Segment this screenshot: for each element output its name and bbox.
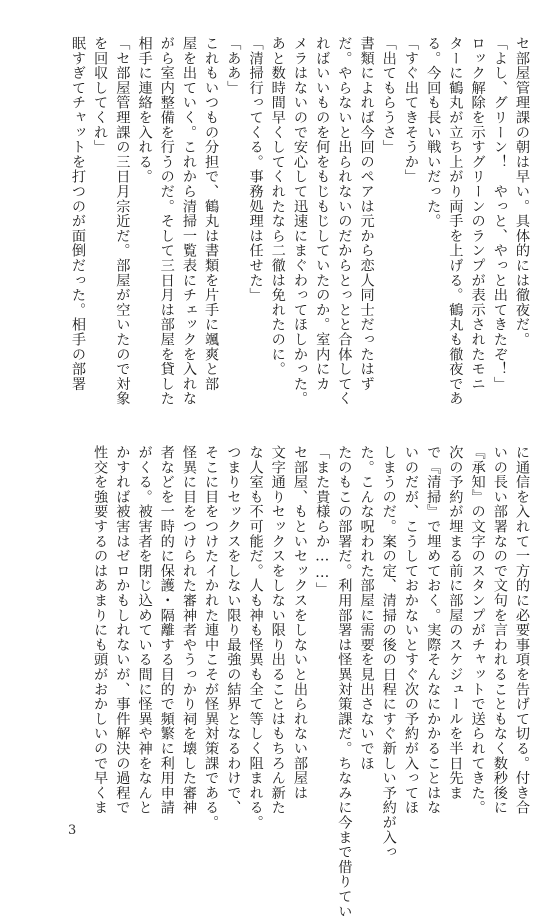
text-line: る。今回も長い戦いだった。: [425, 36, 442, 229]
text-line: 「出てもらうさ」: [380, 36, 397, 155]
upper-text-block: [67, 36, 533, 406]
text-line: ればいいものを何をもじもじしていたのか。室内にカ: [314, 36, 331, 392]
text-line: いの長い部署なので文句を言われることもなく数秒後に: [491, 445, 508, 815]
page-number: 3: [68, 823, 77, 838]
text-line: しまうのだ。案の定、清掃の後の日程にすぐ新しい予約が入っ: [380, 445, 397, 860]
text-line: ロック解除を示すグリーンのランプが表示されたモニ: [469, 36, 486, 392]
text-line: 者などを一時的に保護・隔離する目的で頻繁に利用申請: [158, 445, 175, 815]
text-line: た。こんな呪われた部屋に需要を見出さないでほ: [358, 445, 375, 771]
text-line: かすれば被害はゼロかもしれないが、事件解決の過程で: [114, 445, 131, 815]
text-line: 『承知』の文字のスタンプがチャットで送られてきた。: [469, 445, 486, 815]
text-line: 「セ部屋管理課の三日月宗近だ。部屋が空いたので対象: [114, 36, 131, 406]
text-line: 性交を強要するのはあまりにも頭がおかしいので早くま: [92, 445, 109, 815]
text-line: ターに鶴丸が立ち上がり両手を上げる。鶴丸も徹夜であ: [447, 36, 464, 406]
lower-text-block: [89, 445, 533, 919]
text-line: つまりセックスをしない限り最強の結界となるわけで、: [225, 445, 242, 815]
text-line: セ部屋管理課の朝は早い。具体的には徹夜だ。: [514, 36, 530, 347]
text-line: 怪異に目をつけられた審神者やうっかり祠を壊した審神: [180, 445, 197, 815]
text-line: を回収してくれ」: [92, 36, 109, 155]
text-line: 「ああ」: [225, 36, 242, 96]
text-line: な人室も不可能だ。人も神も怪異も全て等しく阻まれる。: [247, 445, 264, 830]
text-line: で『清掃』で埋めておく。実際そんなにかかることはな: [425, 445, 442, 815]
text-line: 「よし、グリーン！ やっと、やっと出てきたぞ！」: [491, 36, 508, 392]
text-line: 屋を出ていく。これから清掃一覧表にチェックを入れな: [180, 36, 197, 406]
text-line: メラはないので安心して迅速にまぐわってほしかった。: [291, 36, 308, 406]
text-line: 「また貴様らか……」: [314, 445, 331, 597]
text-line: に通信を入れて一方的に必要事項を告げて切る。付き合: [514, 445, 530, 815]
text-line: 次の予約が埋まる前に部屋のスケジュールを半日先ま: [447, 445, 464, 801]
text-line: これもいつもの分担で、鶴丸は書類を片手に颯爽と部: [203, 36, 220, 392]
text-line: あと数時間早くしてくれたなら二徹は免れたのに。: [269, 36, 286, 377]
text-line: がくる。被害者を閉じ込めている間に怪異や神をなんと: [136, 445, 153, 815]
text-line: 書類によれば今回のペアは元から恋人同士だったはず: [358, 36, 375, 392]
text-line: そこに目をつけたイかれた連中こそが怪異対策課である。: [203, 445, 220, 830]
text-line: がら室内整備を行うのだ。そして三日月は部屋を貸した: [158, 36, 175, 406]
text-line: セ部屋、もといセックスをしないと出られない部屋は: [291, 445, 308, 801]
text-line: 相手に連絡を入れる。: [136, 36, 153, 184]
text-line: たのもこの部署だ。利用部署は怪異対策課だ。ちなみに今まで借りてい: [336, 445, 353, 919]
text-line: 「清掃行ってくる。事務処理は任せた」: [247, 36, 264, 303]
text-line: 「すぐ出てきそうか」: [402, 36, 419, 184]
text-line: 眠すぎてチャットを打つのが面倒だった。相手の部署: [69, 36, 86, 392]
text-line: いのだが、こうしておかないとすぐ次の予約が入ってほ: [402, 445, 419, 815]
text-line: だ。やらないと出られないのだからとっとと合体してく: [336, 36, 353, 406]
text-line: 文字通りセックスをしない限り出ることはもちろん新た: [269, 445, 286, 815]
